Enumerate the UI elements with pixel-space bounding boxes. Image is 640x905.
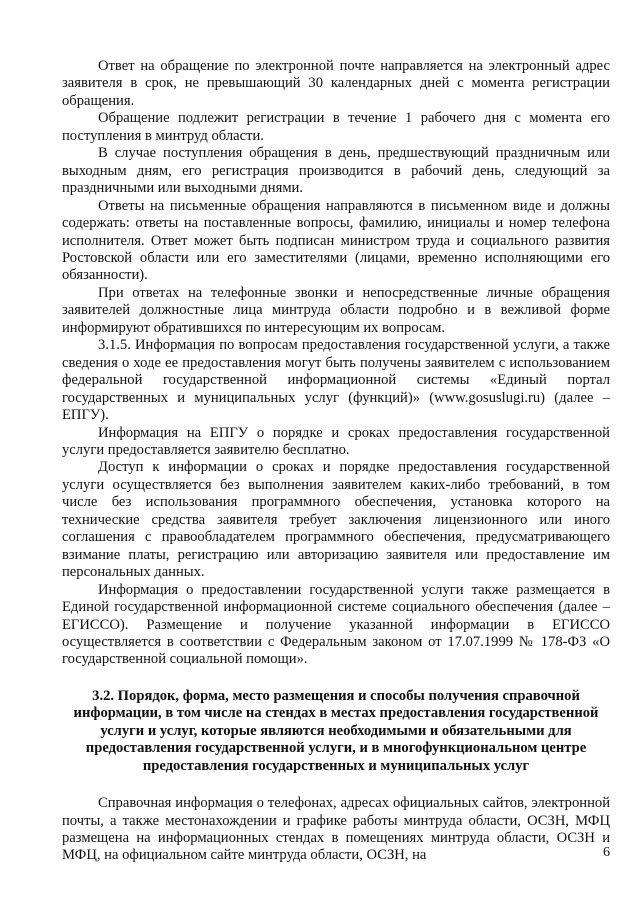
paragraph-written-responses: Ответы на письменные обращения направляются в письменном виде и должны содержать: ответы на поставленные вопросы, фамилию, инициалы и номер телефона исполнителя. Ответ может быть подписан министром труда и социального развития Ростовской области или его заместителями (лицами, временно исполняющими его обязанности). — [62, 197, 610, 284]
page-number: 6 — [603, 845, 610, 860]
paragraph-phone-responses: При ответах на телефонные звонки и непосредственные личные обращения заявителей должностные лица минтруда области подробно и в вежливой форме информируют обратившихся по интересующим их вопросам. — [62, 284, 610, 336]
paragraph-epgu-free: Информация на ЕПГУ о порядке и сроках предоставления государственной услуги предоставляется заявителю бесплатно. — [62, 424, 610, 458]
paragraph-access-conditions: Доступ к информации о сроках и порядке предоставления государственной услуги осуществляется без выполнения заявителем каких-либо требований, в том числе без использования программного обеспечения, установка которого на технические средства заявителя требует заключения лицензионного или иного соглашения с правообладателем программного обеспечения, предусматривающего взимание платы, регистрацию или авторизацию заявителя или предоставление им персональных данных. — [62, 459, 610, 581]
paragraph-holiday-registration: В случае поступления обращения в день, предшествующий праздничным или выходным дням, его регистрация производится в рабочий день, следующий за праздничными или выходными днями. — [62, 145, 610, 197]
paragraph-reference-info: Справочная информация о телефонах, адресах официальных сайтов, электронной почты, а также местонахождении и графике работы минтруда области, ОСЗН, МФЦ размещена на информационных стендах в помещениях минтруда области, ОСЗН и МФЦ, на официальном сайте минтруда области, ОСЗН, на — [62, 795, 610, 864]
document-page — [62, 58, 610, 865]
section-heading-3-2: 3.2. Порядок, форма, место размещения и способы получения справочной информации, в том числе на стендах в местах предоставления государственной услуги и услуг, которые являются необходимыми и обязательными для предоставления государственной услуги, и в многофункциональном центре предоставления государственных и муниципальных услуг — [73, 687, 599, 774]
paragraph-egisso: Информация о предоставлении государственной услуги также размещается в Единой государственной информационной системе социального обеспечения (далее – ЕГИССО). Размещение и получение указанной информации в ЕГИССО осуществляется в соответствии с Федеральным законом от 17.07.1999 № 178-ФЗ «О государственной социальной помощи». — [62, 581, 610, 668]
paragraph-email-response: Ответ на обращение по электронной почте направляется на электронный адрес заявителя в срок, не превышающий 30 календарных дней с момента регистрации обращения. — [62, 58, 610, 109]
paragraph-registration: Обращение подлежит регистрации в течение 1 рабочего дня с момента его поступления в минтруд области. — [62, 110, 610, 144]
paragraph-3-1-5-epgu: 3.1.5. Информация по вопросам предоставления государственной услуги, а также сведения о ходе ее предоставления могут быть получены заявителем с использованием федеральной государственной информационной системы «Единый портал государственных и муниципальных услуг (функций)» (www.gosuslugi.ru) (далее – ЕПГУ). — [62, 337, 610, 424]
